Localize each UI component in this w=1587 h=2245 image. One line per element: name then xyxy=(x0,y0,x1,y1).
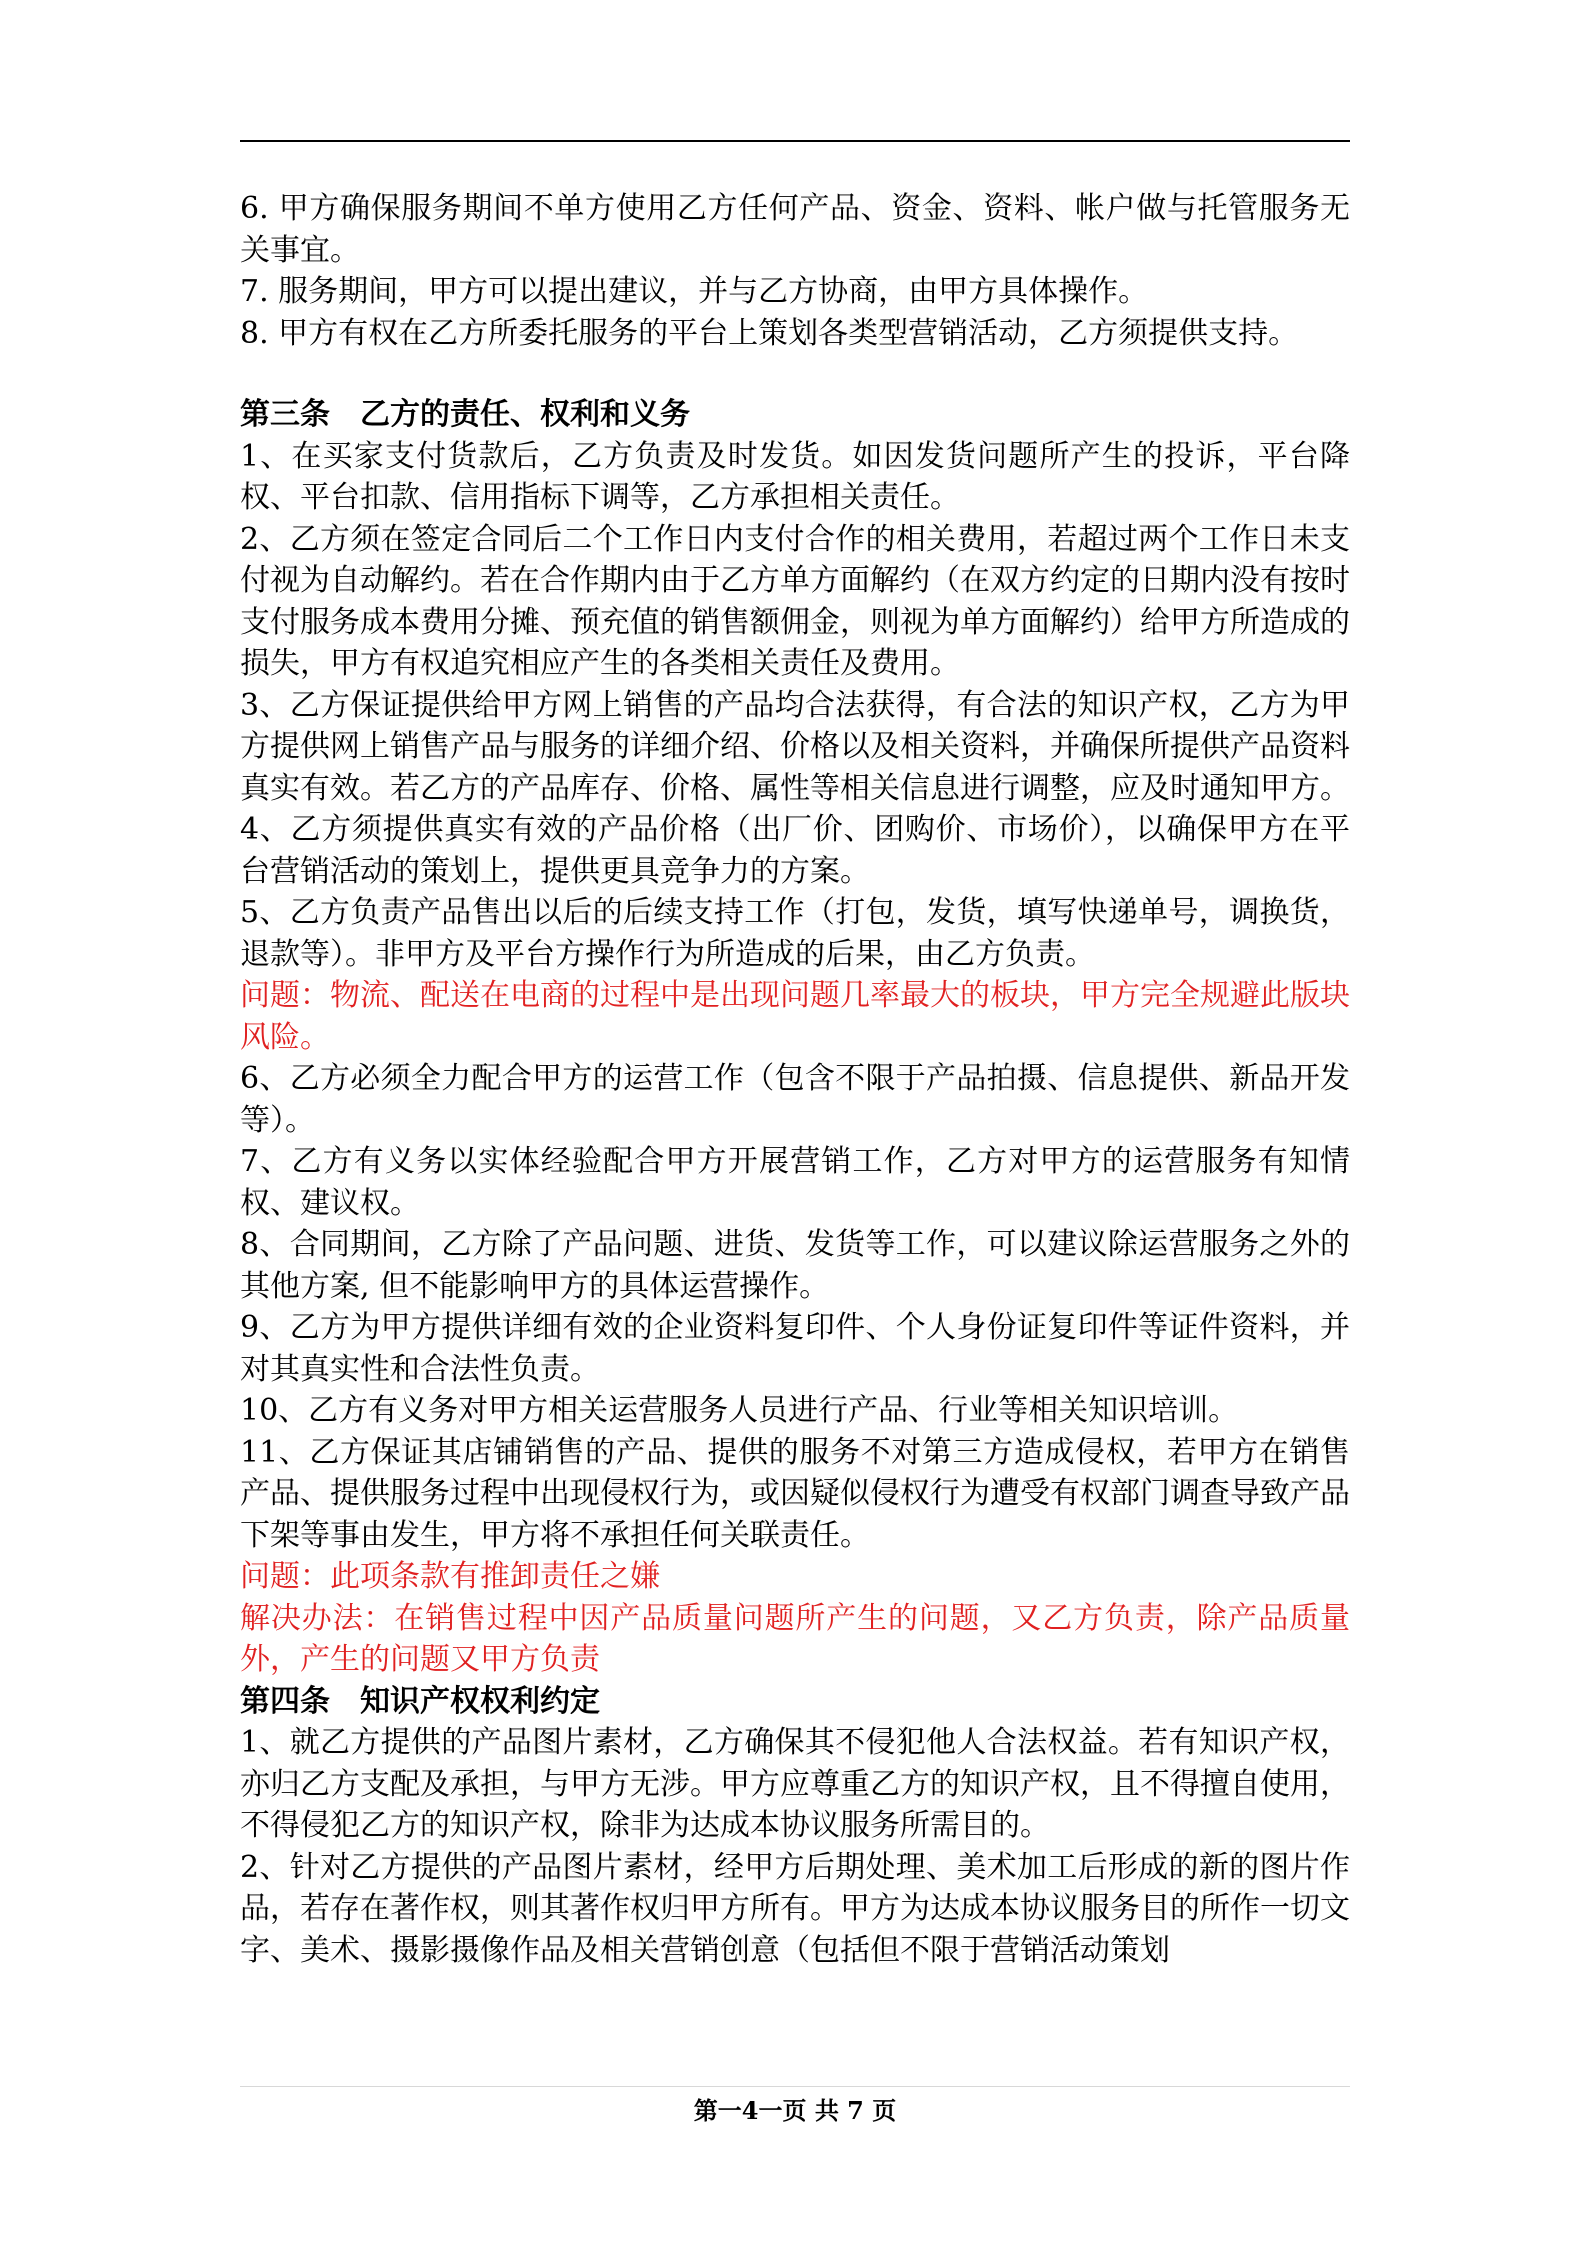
review-comment: 问题：物流、配送在电商的过程中是出现问题几率最大的板块，甲方完全规避此版块风险。 xyxy=(240,978,1350,1055)
clause-paragraph: 1、就乙方提供的产品图片素材，乙方确保其不侵犯他人合法权益。若有知识产权，亦归乙方支配及承担，与甲方无涉。甲方应尊重乙方的知识产权，且不得擅自使用，不得侵犯乙方的知识产权，除非为达成本协议服务所需目的。 xyxy=(240,1725,1350,1843)
clause-paragraph: 2、乙方须在签定合同后二个工作日内支付合作的相关费用，若超过两个工作日未支付视为自动解约。若在合作期内由于乙方单方面解约（在双方约定的日期内没有按时支付服务成本费用分摊、预充值的销售额佣金，则视为单方面解约）给甲方所造成的损失，甲方有权追究相应产生的各类相关责任及费用。 xyxy=(240,521,1350,681)
section-heading-article-3: 第三条 乙方的责任、权利和义务 xyxy=(240,397,690,432)
document-body xyxy=(240,188,1350,1971)
review-solution: 解决办法：在销售过程中因产品质量问题所产生的问题，又乙方负责，除产品质量外，产生的问题又甲方负责 xyxy=(240,1600,1350,1677)
section-heading-article-4: 第四条 知识产权权利约定 xyxy=(240,1683,600,1719)
clause-paragraph: 2、针对乙方提供的产品图片素材，经甲方后期处理、美术加工后形成的新的图片作品，若存在著作权，则其著作权归甲方所有。甲方为达成本协议服务目的所作一切文字、美术、摄影摄像作品及相关营销创意（包括但不限于营销活动策划 xyxy=(240,1849,1350,1968)
clause-paragraph: 9、乙方为甲方提供详细有效的企业资料复印件、个人身份证复印件等证件资料，并对其真实性和合法性负责。 xyxy=(240,1310,1350,1387)
clause-paragraph: 5、乙方负责产品售出以后的后续支持工作（打包，发货，填写快递单号，调换货，退款等）。非甲方及平台方操作行为所造成的后果，由乙方负责。 xyxy=(240,895,1350,972)
section-spacer xyxy=(240,354,1350,394)
footer-rule xyxy=(240,2086,1350,2087)
clause-paragraph: 6、乙方必须全力配合甲方的运营工作（包含不限于产品拍摄、信息提供、新品开发等）。 xyxy=(240,1061,1350,1138)
review-comment: 问题：此项条款有推卸责任之嫌 xyxy=(240,1559,660,1594)
clause-paragraph: 3、乙方保证提供给甲方网上销售的产品均合法获得，有合法的知识产权，乙方为甲方提供网上销售产品与服务的详细介绍、价格以及相关资料，并确保所提供产品资料真实有效。若乙方的产品库存、价格、属性等相关信息进行调整，应及时通知甲方。 xyxy=(240,687,1350,806)
clause-paragraph: 4、乙方须提供真实有效的产品价格（出厂价、团购价、市场价），以确保甲方在平台营销活动的策划上，提供更具竞争力的方案。 xyxy=(240,812,1350,889)
header-rule xyxy=(240,140,1350,142)
clause-paragraph: 1、在买家支付货款后，乙方负责及时发货。如因发货问题所产生的投诉，平台降权、平台扣款、信用指标下调等，乙方承担相关责任。 xyxy=(240,438,1350,515)
clause-paragraph: 7. 服务期间，甲方可以提出建议，并与乙方协商，由甲方具体操作。 xyxy=(240,274,1149,309)
clause-paragraph: 10、乙方有义务对甲方相关运营服务人员进行产品、行业等相关知识培训。 xyxy=(240,1393,1239,1428)
clause-paragraph: 7、乙方有义务以实体经验配合甲方开展营销工作，乙方对甲方的运营服务有知情权、建议权。 xyxy=(240,1144,1350,1221)
clause-paragraph: 8. 甲方有权在乙方所委托服务的平台上策划各类型营销活动，乙方须提供支持。 xyxy=(240,315,1299,351)
clause-paragraph: 11、乙方保证其店铺销售的产品、提供的服务不对第三方造成侵权，若甲方在销售产品、提供服务过程中出现侵权行为，或因疑似侵权行为遭受有权部门调查导致产品下架等事由发生，甲方将不承担任何关联责任。 xyxy=(240,1434,1350,1553)
clause-paragraph: 6. 甲方确保服务期间不单方使用乙方任何产品、资金、资料、帐户做与托管服务无关事宜。 xyxy=(240,191,1350,268)
page-number: 第一4一页 共 7 页 xyxy=(693,2096,897,2125)
clause-paragraph: 8、合同期间，乙方除了产品问题、进货、发货等工作，可以建议除运营服务之外的其他方案, 但不能影响甲方的具体运营操作。 xyxy=(240,1227,1350,1304)
